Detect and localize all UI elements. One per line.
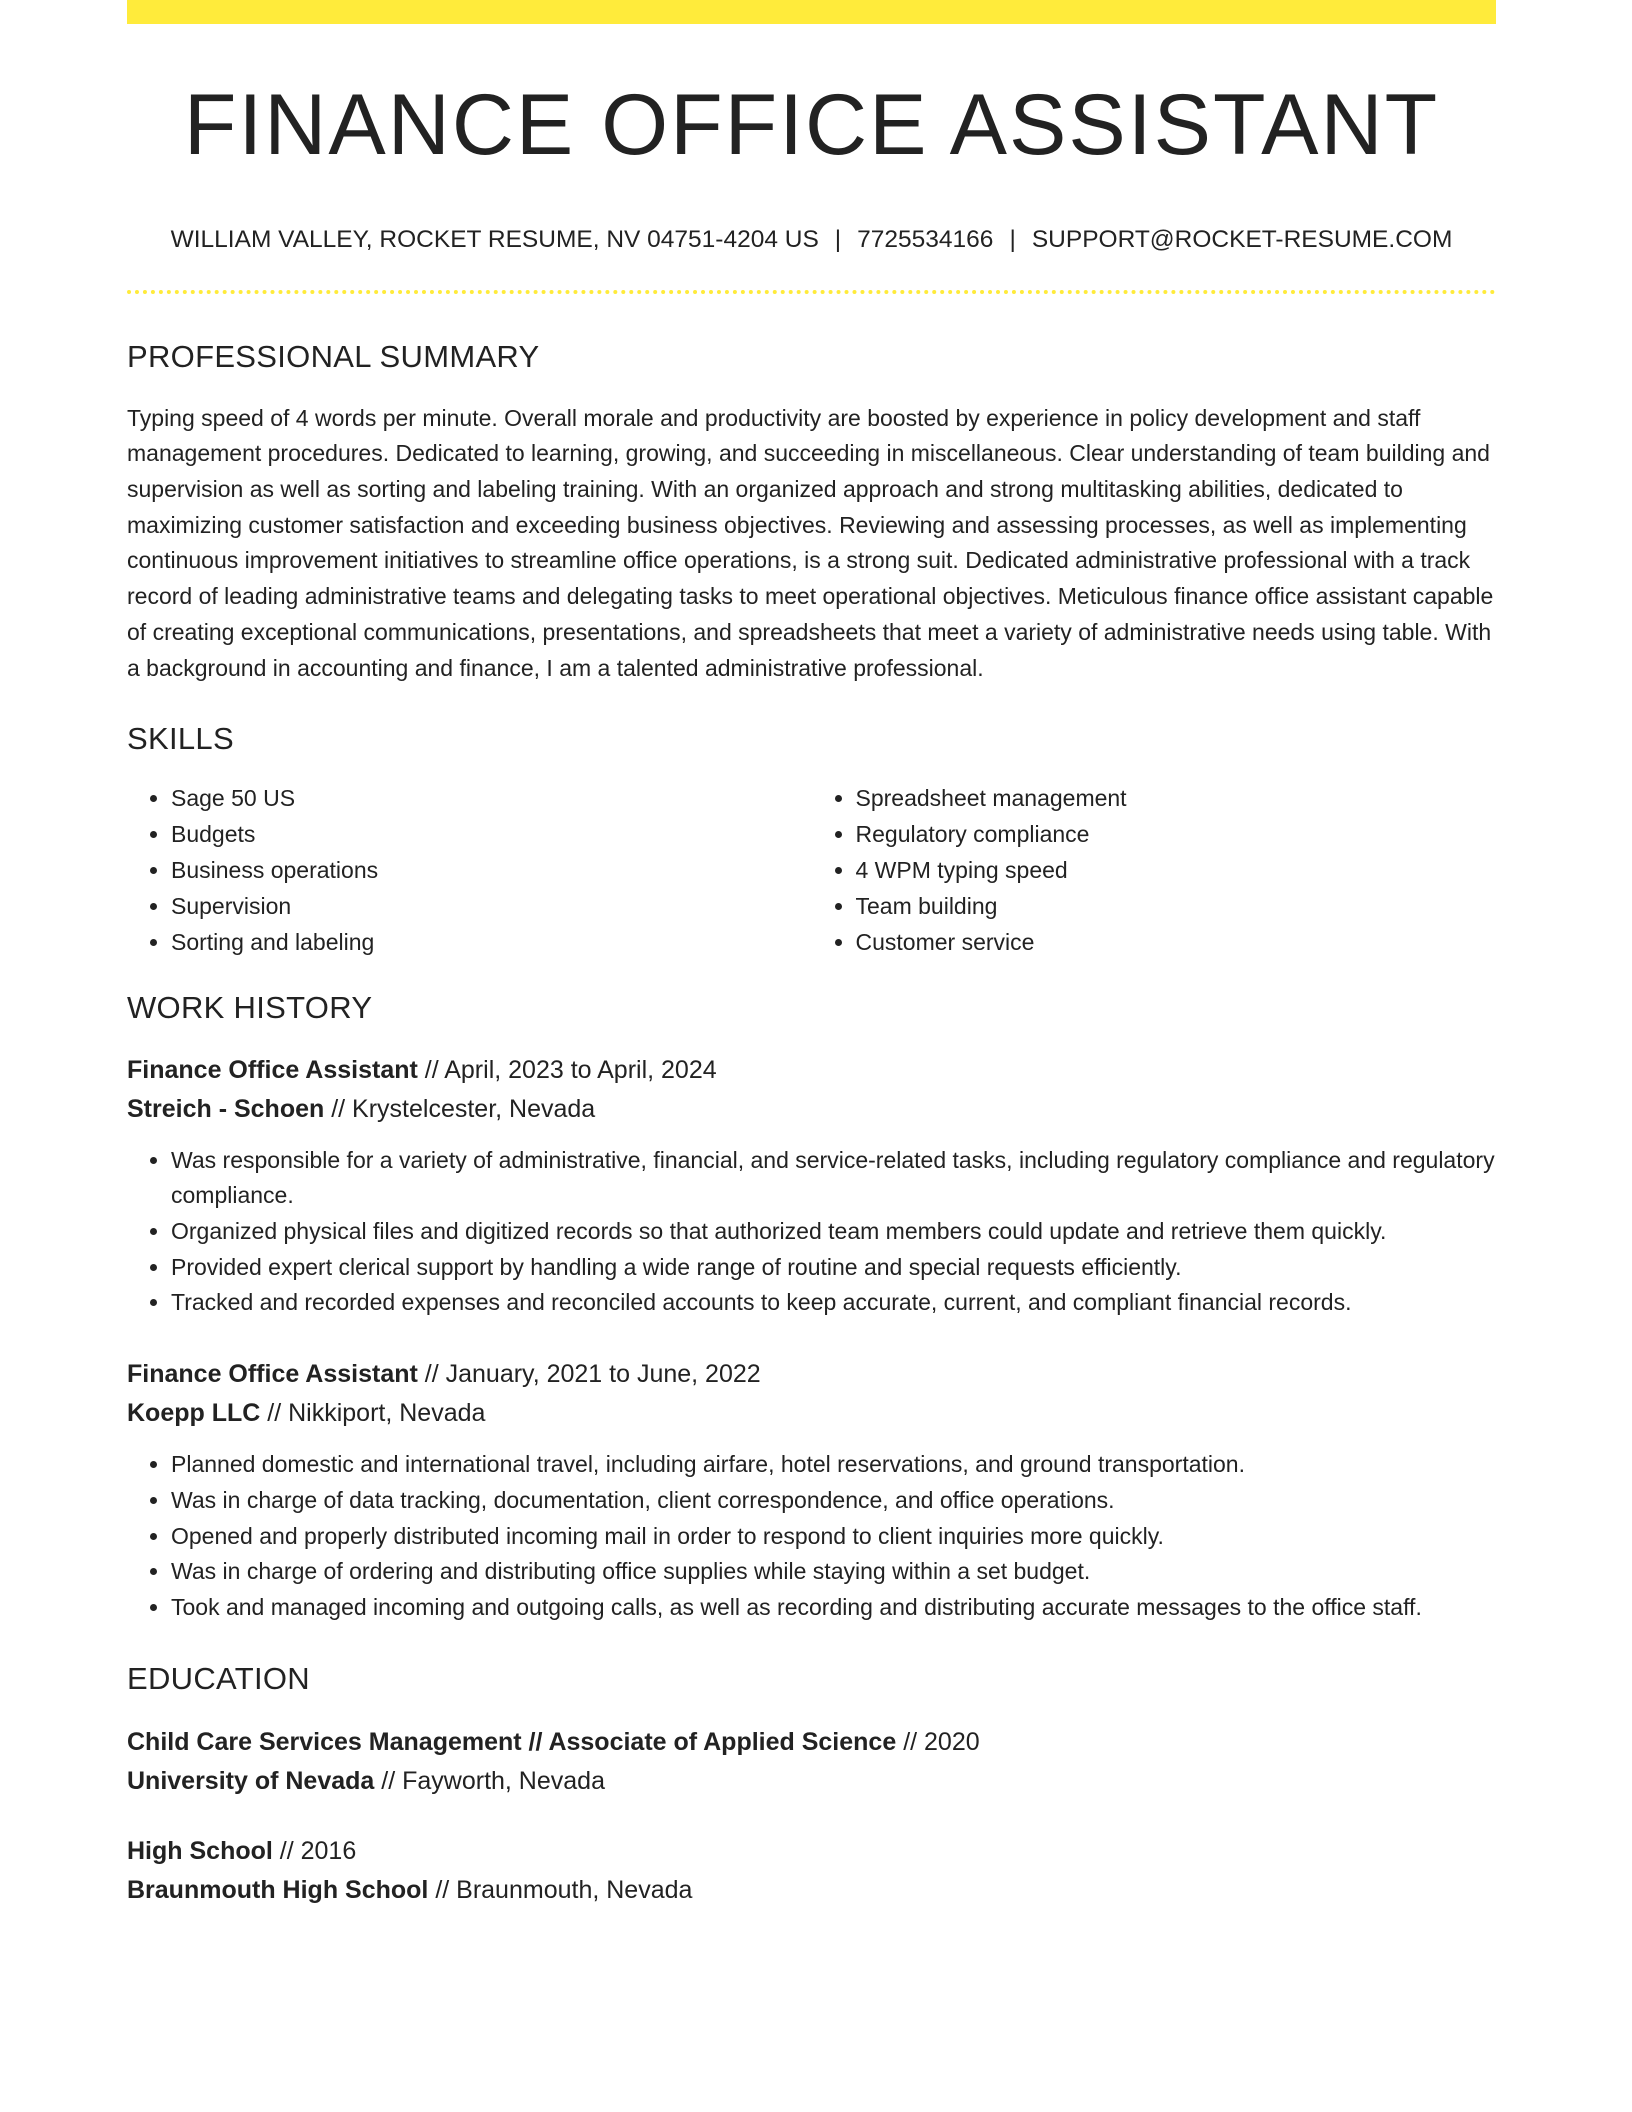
education-degree-line (127, 1723, 1496, 1763)
skills-column-left (127, 780, 812, 960)
skill-item: • Sorting and labeling (171, 924, 812, 960)
contact-address: WILLIAM VALLEY, ROCKET RESUME, NV 04751-4204 US (170, 226, 819, 253)
job-bullet: • Planned domestic and international travel, including airfare, hotel reservations, and ground transportation. (171, 1447, 1496, 1483)
job-entry (127, 1051, 1496, 1322)
dotted-divider (127, 290, 1496, 294)
job-bullets (127, 1447, 1496, 1626)
job-company: Koepp LLC (127, 1399, 261, 1428)
job-bullet: • Provided expert clerical support by handling a wide range of routine and special requests efficiently. (171, 1250, 1496, 1286)
job-bullet: • Was responsible for a variety of administrative, financial, and service-related tasks, including regulatory compliance and regulatory compliance. (171, 1143, 1496, 1214)
skill-item: • Team building (856, 888, 1497, 924)
job-bullet: • Opened and properly distributed incoming mail in order to respond to client inquiries more quickly. (171, 1519, 1496, 1555)
education-degree-line (127, 1832, 1496, 1872)
job-dates: // January, 2021 to June, 2022 (417, 1360, 761, 1389)
education-school-line (127, 1762, 1496, 1802)
education-school-line (127, 1871, 1496, 1911)
job-bullet: • Organized physical files and digitized records so that authorized team members could update and retrieve them quickly. (171, 1214, 1496, 1250)
skill-item: • Budgets (171, 816, 812, 852)
summary-heading: PROFESSIONAL SUMMARY (127, 339, 540, 375)
skill-item: • Sage 50 US (171, 780, 812, 816)
job-location: // Krystelcester, Nevada (324, 1094, 596, 1123)
contact-email: SUPPORT@ROCKET-RESUME.COM (1031, 226, 1453, 253)
job-bullet: • Was in charge of data tracking, documentation, client correspondence, and office operations. (171, 1483, 1496, 1519)
job-title: Finance Office Assistant (127, 1055, 418, 1084)
education-school: University of Nevada (127, 1767, 375, 1796)
education-location: // Fayworth, Nevada (374, 1767, 605, 1796)
skill-item: • Spreadsheet management (856, 780, 1497, 816)
skill-item: • Customer service (856, 924, 1497, 960)
skill-item: • 4 WPM typing speed (856, 852, 1497, 888)
contact-separator: | (1009, 226, 1016, 253)
accent-top-bar (127, 0, 1496, 24)
resume-name: FINANCE OFFICE ASSISTANT (183, 77, 1440, 173)
education-degree: Child Care Services Management // Associate of Applied Science (127, 1727, 897, 1756)
job-company-line (127, 1090, 1496, 1129)
job-dates: // April, 2023 to April, 2024 (417, 1055, 717, 1084)
skill-item: • Regulatory compliance (856, 816, 1497, 852)
education-year: // 2020 (896, 1727, 980, 1756)
skills-column-right (812, 780, 1497, 960)
job-bullet: • Took and managed incoming and outgoing calls, as well as recording and distributing accurate messages to the office staff. (171, 1590, 1496, 1626)
job-location: // Nikkiport, Nevada (260, 1399, 486, 1428)
skill-item: • Business operations (171, 852, 812, 888)
skill-item: • Supervision (171, 888, 812, 924)
job-title-line (127, 1355, 1496, 1394)
job-title: Finance Office Assistant (127, 1360, 418, 1389)
job-entry (127, 1355, 1496, 1626)
job-bullet: • Tracked and recorded expenses and reconciled accounts to keep accurate, current, and compliant financial records. (171, 1285, 1496, 1321)
job-bullets (127, 1143, 1496, 1322)
summary-text: Typing speed of 4 words per minute. Overall morale and productivity are boosted by experience in policy development and staff management procedures. Dedicated to learning, growing, and succeeding in miscellaneous. Clear understanding of team building and supervision as well as sorting and labeling training. With an organized approach and strong multitasking abilities, dedicated to maximizing customer satisfaction and exceeding business objectives. Reviewing and assessing processes, as well as implementing continuous improvement initiatives to streamline office operations, is a strong suit. Dedicated administrative professional with a track record of leading administrative teams and delegating tasks to meet operational objectives. Meticulous finance office assistant capable of creating exceptional communications, presentations, and spreadsheets that meet a variety of administrative needs using table. With a background in accounting and finance, I am a talented administrative professional. (127, 404, 1494, 681)
job-bullet: • Was in charge of ordering and distributing office supplies while staying within a set budget. (171, 1554, 1496, 1590)
contact-phone: 7725534166 (857, 226, 994, 253)
education-entry (127, 1832, 1496, 1911)
education-degree: High School (127, 1836, 273, 1865)
skills-list (127, 780, 1496, 960)
resume-page (127, 0, 1496, 1911)
skills-heading: SKILLS (127, 721, 234, 757)
education-location: // Braunmouth, Nevada (428, 1876, 693, 1905)
education-year: // 2016 (272, 1836, 357, 1865)
contact-line (127, 225, 1496, 254)
education-entry (127, 1723, 1496, 1802)
job-company-line (127, 1394, 1496, 1433)
contact-separator: | (834, 226, 842, 253)
job-company: Streich - Schoen (127, 1094, 325, 1123)
work-history-heading: WORK HISTORY (127, 990, 373, 1026)
education-school: Braunmouth High School (127, 1876, 429, 1905)
education-heading: EDUCATION (127, 1660, 310, 1696)
job-title-line (127, 1051, 1496, 1090)
